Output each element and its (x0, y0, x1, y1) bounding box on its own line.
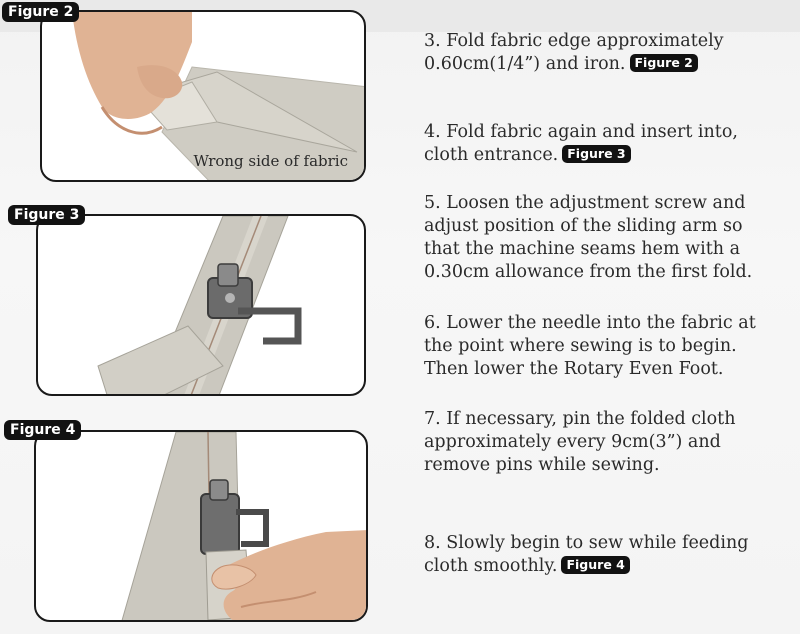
figure-3-panel (36, 214, 366, 396)
step-3-figure-ref: Figure 2 (630, 54, 698, 72)
step-4 (424, 121, 794, 167)
step-3-line-1: 3. Fold fabric edge approximately (424, 31, 724, 51)
step-4-figure-ref: Figure 3 (562, 145, 630, 163)
step-5-line-2: adjust position of the sliding arm so (424, 216, 743, 236)
figure-4-panel (34, 430, 368, 622)
figure-3-tag: Figure 3 (8, 205, 85, 225)
step-5-line-1: 5. Loosen the adjustment screw and (424, 193, 746, 213)
step-7 (424, 408, 794, 477)
step-7-line-3: remove pins while sewing. (424, 455, 660, 475)
step-7-line-2: approximately every 9cm(3”) and (424, 432, 721, 452)
step-4-line-1: 4. Fold fabric again and insert into, (424, 122, 738, 142)
figure-4-tag: Figure 4 (4, 420, 81, 440)
figure-2-tag: Figure 2 (2, 2, 79, 22)
step-3 (424, 30, 794, 76)
step-8-figure-ref: Figure 4 (561, 556, 629, 574)
step-5 (424, 192, 794, 284)
step-6-line-2: the point where sewing is to begin. (424, 336, 737, 356)
figure-3-illustration (38, 216, 366, 396)
step-5-line-3: that the machine seams hem with a (424, 239, 741, 259)
figure-2-panel (40, 10, 366, 182)
step-7-line-1: 7. If necessary, pin the folded cloth (424, 409, 736, 429)
step-6-line-3: Then lower the Rotary Even Foot. (424, 359, 724, 379)
figure-4-illustration (36, 432, 368, 622)
figure-2-caption: Wrong side of fabric (193, 152, 348, 170)
step-3-line-2: 0.60cm(1/4”) and iron. (424, 54, 626, 74)
step-8 (424, 532, 794, 578)
step-8-line-1: 8. Slowly begin to sew while feeding (424, 533, 749, 553)
step-4-line-2: cloth entrance. (424, 145, 559, 165)
step-5-line-4: 0.30cm allowance from the first fold. (424, 262, 753, 282)
step-6 (424, 312, 794, 381)
step-8-line-2: cloth smoothly. (424, 556, 558, 576)
step-6-line-1: 6. Lower the needle into the fabric at (424, 313, 756, 333)
